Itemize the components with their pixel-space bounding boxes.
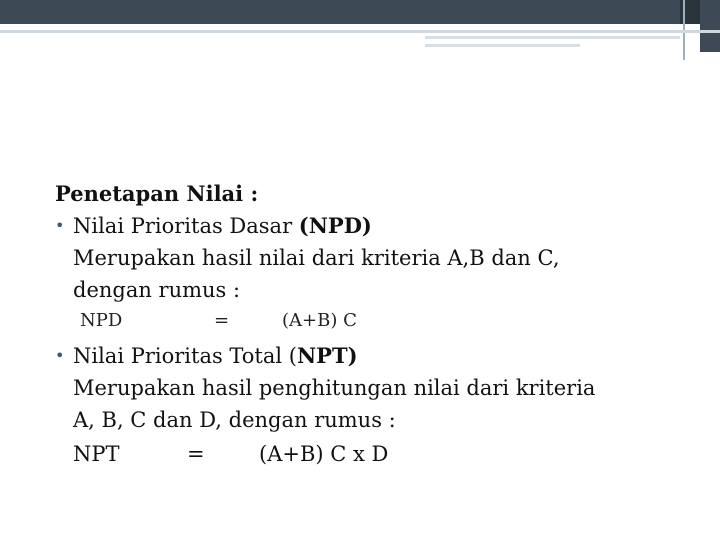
npt-desc-line1: Merupakan hasil penghitungan nilai dari kriteria (73, 376, 596, 400)
bullet-icon: • (55, 216, 65, 235)
npd-formula-right: (A+B) C (282, 310, 357, 331)
npd-title-text: Nilai Prioritas Dasar (73, 214, 299, 238)
npt-title-abbr: NPT) (296, 343, 358, 368)
header-accent-block (700, 0, 720, 52)
npd-formula-left: NPD (80, 310, 123, 331)
npt-desc-line2: A, B, C dan D, dengan rumus : (73, 408, 396, 432)
npt-formula (55, 436, 695, 472)
npd-title-abbr: (NPD) (298, 213, 372, 238)
header-bar (0, 0, 720, 24)
npd-desc-line2: dengan rumus : (73, 278, 241, 302)
npt-formula-left: NPT (73, 442, 120, 466)
bullet-npt-title (55, 340, 695, 372)
npd-desc-line1: Merupakan hasil nilai dari kriteria A,B dan C, (73, 246, 560, 270)
npt-formula-op: = (187, 442, 205, 466)
slide-heading: Penetapan Nilai : (55, 181, 259, 206)
header-rule (0, 30, 720, 33)
bullet-npd-title (55, 210, 695, 242)
npt-formula-right: (A+B) C x D (259, 442, 389, 466)
header-rule-short (425, 36, 680, 39)
npd-formula-op: = (214, 310, 230, 331)
bullet-icon: • (55, 346, 65, 365)
npd-formula (55, 306, 695, 336)
header-rule-shorter (425, 44, 580, 47)
npt-title-text: Nilai Prioritas Total ( (73, 344, 297, 368)
slide-content (55, 178, 695, 472)
